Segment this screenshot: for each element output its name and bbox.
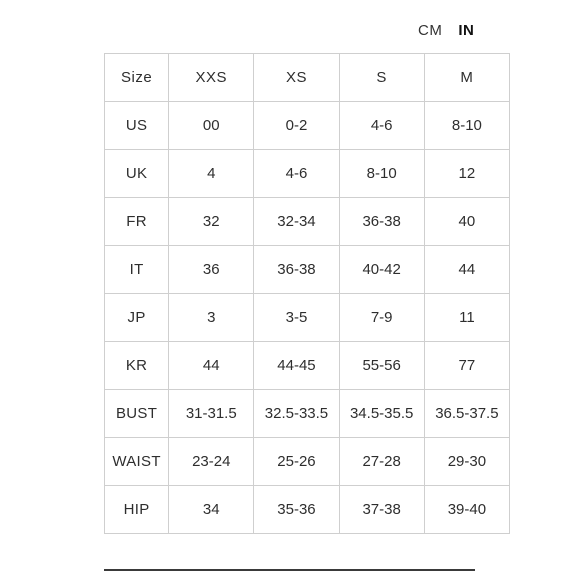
table-cell: 25-26 — [254, 438, 339, 486]
unit-option-in[interactable]: IN — [458, 22, 475, 39]
table-header-row — [105, 54, 510, 102]
row-label: US — [105, 102, 169, 150]
header-cell: S — [339, 54, 424, 102]
table-cell: 35-36 — [254, 486, 339, 534]
table-cell: 12 — [424, 150, 509, 198]
table-row — [105, 342, 510, 390]
table-cell: 7-9 — [339, 294, 424, 342]
header-cell: XXS — [169, 54, 254, 102]
row-label: KR — [105, 342, 169, 390]
table-cell: 00 — [169, 102, 254, 150]
table-cell: 44 — [169, 342, 254, 390]
header-cell: Size — [105, 54, 169, 102]
table-cell: 37-38 — [339, 486, 424, 534]
table-cell: 55-56 — [339, 342, 424, 390]
table-cell: 44 — [424, 246, 509, 294]
table-cell: 39-40 — [424, 486, 509, 534]
table-cell: 23-24 — [169, 438, 254, 486]
row-label: WAIST — [105, 438, 169, 486]
table-cell: 36.5-37.5 — [424, 390, 509, 438]
table-row — [105, 486, 510, 534]
table-cell: 4-6 — [339, 102, 424, 150]
table-cell: 8-10 — [424, 102, 509, 150]
table-row — [105, 246, 510, 294]
table-cell: 27-28 — [339, 438, 424, 486]
table-cell: 40-42 — [339, 246, 424, 294]
table-cell: 34.5-35.5 — [339, 390, 424, 438]
row-label: IT — [105, 246, 169, 294]
table-row — [105, 390, 510, 438]
table-cell: 3 — [169, 294, 254, 342]
row-label: FR — [105, 198, 169, 246]
table-cell: 36-38 — [254, 246, 339, 294]
table-cell: 4-6 — [254, 150, 339, 198]
table-row — [105, 294, 510, 342]
table-cell: 40 — [424, 198, 509, 246]
size-chart-scroll-area[interactable] — [104, 53, 499, 535]
table-cell: 0-2 — [254, 102, 339, 150]
table-cell: 31-31.5 — [169, 390, 254, 438]
table-row — [105, 198, 510, 246]
table-cell: 34 — [169, 486, 254, 534]
table-cell: 36 — [169, 246, 254, 294]
table-row — [105, 102, 510, 150]
table-cell: 3-5 — [254, 294, 339, 342]
table-cell: 36-38 — [339, 198, 424, 246]
table-row — [105, 438, 510, 486]
row-label: HIP — [105, 486, 169, 534]
table-cell: 29-30 — [424, 438, 509, 486]
size-chart-table — [104, 53, 510, 534]
table-cell: 11 — [424, 294, 509, 342]
header-cell: XS — [254, 54, 339, 102]
row-label: UK — [105, 150, 169, 198]
table-cell: 32.5-33.5 — [254, 390, 339, 438]
table-cell: 32-34 — [254, 198, 339, 246]
unit-option-cm[interactable]: CM — [418, 22, 443, 39]
table-cell: 32 — [169, 198, 254, 246]
bottom-divider — [104, 569, 475, 571]
unit-toggle — [418, 22, 474, 39]
table-row — [105, 150, 510, 198]
row-label: BUST — [105, 390, 169, 438]
row-label: JP — [105, 294, 169, 342]
table-cell: 44-45 — [254, 342, 339, 390]
table-cell: 4 — [169, 150, 254, 198]
table-cell: 8-10 — [339, 150, 424, 198]
table-cell: 77 — [424, 342, 509, 390]
header-cell: M — [424, 54, 509, 102]
